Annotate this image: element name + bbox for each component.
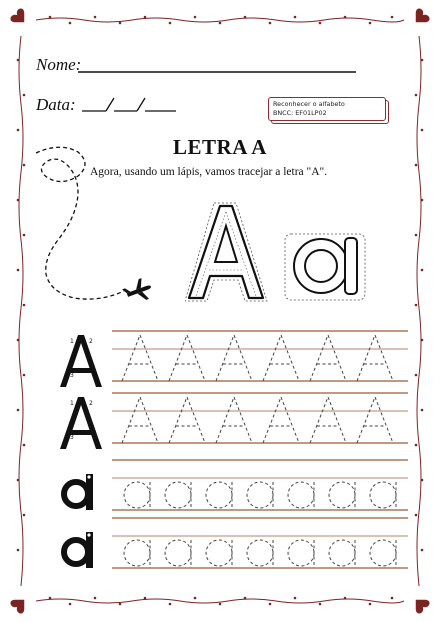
traceable-letter[interactable] xyxy=(288,482,314,510)
stroke-number: 1 xyxy=(70,338,74,345)
traceable-letter[interactable] xyxy=(310,397,346,443)
traceable-letter[interactable] xyxy=(370,540,396,568)
traceable-letter[interactable] xyxy=(122,397,158,443)
traceable-letter[interactable] xyxy=(329,540,355,568)
traceable-letter[interactable] xyxy=(169,335,205,381)
traceable-letter[interactable] xyxy=(165,540,191,568)
traceable-letter[interactable] xyxy=(169,397,205,443)
traceable-letter[interactable] xyxy=(124,540,150,568)
name-label: Nome: xyxy=(36,55,82,74)
badge-line-2: BNCC: EF01LP02 xyxy=(273,109,327,117)
traceable-letter[interactable] xyxy=(357,397,393,443)
model-letter-lowercase-a xyxy=(64,532,93,568)
traceable-letter[interactable] xyxy=(247,540,273,568)
stroke-number: 3 xyxy=(70,372,74,379)
traceable-letter[interactable] xyxy=(263,335,299,381)
tracing-row xyxy=(64,460,408,510)
stroke-number: 2 xyxy=(89,400,93,407)
tracing-row xyxy=(60,393,408,449)
model-letter-uppercase-a xyxy=(60,335,102,387)
traceable-letter[interactable] xyxy=(206,482,232,510)
page-title: LETRA A xyxy=(173,135,267,159)
traceable-letter[interactable] xyxy=(216,397,252,443)
model-letter-uppercase-a xyxy=(60,397,102,449)
traceable-letter[interactable] xyxy=(122,335,158,381)
stroke-number: 1 xyxy=(70,400,74,407)
traceable-letter[interactable] xyxy=(124,482,150,510)
badge-line-1: Reconhecer o alfabeto xyxy=(273,100,345,108)
traceable-letter[interactable] xyxy=(206,540,232,568)
tracing-row xyxy=(60,331,408,387)
traceable-letter[interactable] xyxy=(357,335,393,381)
model-letter-lowercase-a xyxy=(64,474,93,510)
instruction-text: Agora, usando um lápis, vamos tracejar a letra "A". xyxy=(90,166,328,178)
traceable-letter[interactable] xyxy=(329,482,355,510)
traceable-letter[interactable] xyxy=(216,335,252,381)
traceable-letter[interactable] xyxy=(165,482,191,510)
traceable-letter[interactable] xyxy=(310,335,346,381)
date-label: Data: xyxy=(36,95,76,114)
traceable-letter[interactable] xyxy=(370,482,396,510)
traceable-letter[interactable] xyxy=(247,482,273,510)
traceable-letter[interactable] xyxy=(263,397,299,443)
tracing-row xyxy=(64,518,408,568)
stroke-number: 2 xyxy=(89,338,93,345)
stroke-number: 3 xyxy=(70,434,74,441)
traceable-letter[interactable] xyxy=(288,540,314,568)
